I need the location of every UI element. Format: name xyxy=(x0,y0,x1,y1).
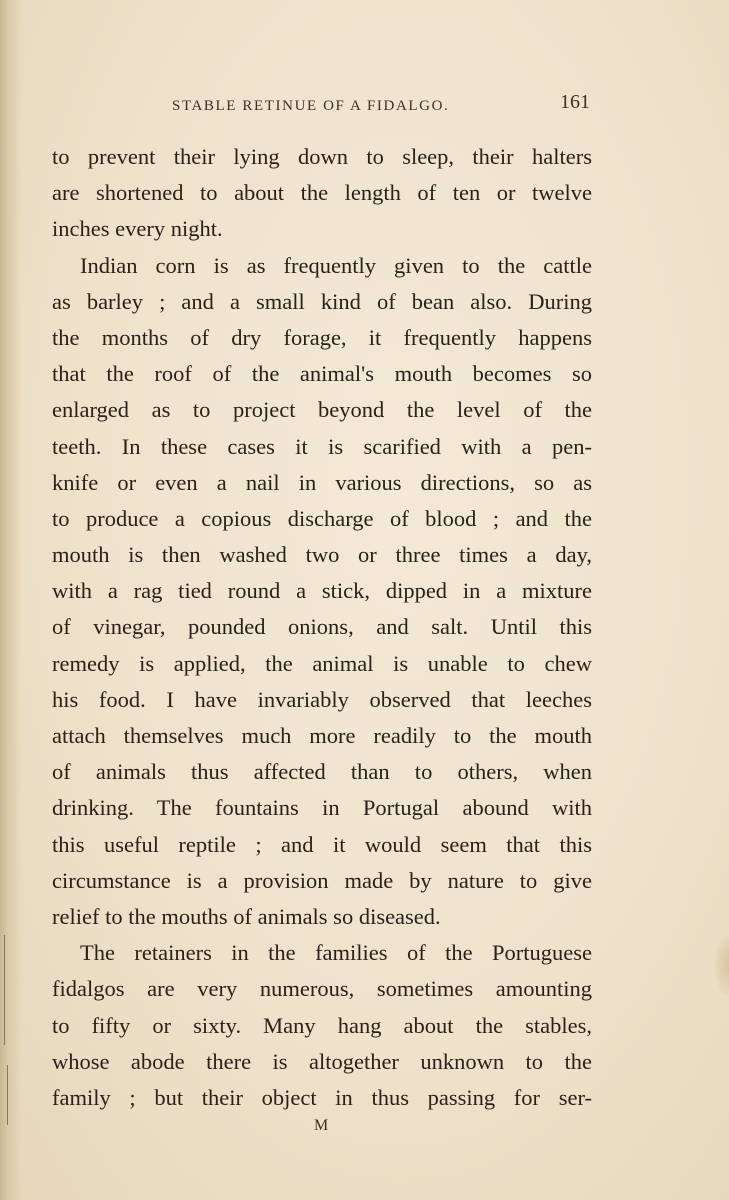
text-line: fidalgos are very numerous, sometimes amounting xyxy=(52,976,592,1002)
signature-mark: M xyxy=(314,1117,330,1134)
text-line: inches every night. xyxy=(52,216,223,242)
text-line: to prevent their lying down to sleep, their halters xyxy=(52,144,592,169)
text-line: the months of dry forage, it frequently happens xyxy=(52,324,592,350)
text-line: teeth. In these cases it is scarified with a pen- xyxy=(52,433,592,459)
text-line: to produce a copious discharge of blood ; and the xyxy=(52,505,592,531)
text-line: The retainers in the families of the Portuguese xyxy=(80,940,592,966)
text-line: with a rag tied round a stick, dipped in a mixture xyxy=(52,578,592,604)
text-line: relief to the mouths of animals so diseased. xyxy=(52,903,441,929)
text-line: are shortened to about the length of ten or twelve xyxy=(52,180,592,206)
text-line: whose abode there is altogether unknown to the xyxy=(52,1048,592,1074)
text-line: family ; but their object in thus passing for ser- xyxy=(52,1084,592,1110)
page-number: 161 xyxy=(560,91,590,113)
text-line: Indian corn is as frequently given to the cattle xyxy=(80,252,592,278)
text-line: as barley ; and a small kind of bean also. During xyxy=(52,288,592,314)
text-line: this useful reptile ; and it would seem that this xyxy=(52,831,592,857)
running-title: STABLE RETINUE OF A FIDALGO. xyxy=(172,98,450,114)
page-edge-line xyxy=(4,935,5,1045)
text-line: of animals thus affected than to others, when xyxy=(52,759,592,785)
page-edge-line xyxy=(7,1065,8,1125)
paper-stain xyxy=(715,935,729,995)
text-line: mouth is then washed two or three times a day, xyxy=(52,542,592,568)
text-line: that the roof of the animal's mouth becomes so xyxy=(52,361,592,387)
text-line: to fifty or sixty. Many hang about the stables, xyxy=(52,1012,592,1038)
text-line: knife or even a nail in various directions, so as xyxy=(52,469,592,495)
text-line: circumstance is a provision made by nature to give xyxy=(52,867,592,893)
text-line: attach themselves much more readily to the mouth xyxy=(52,723,592,748)
text-line: his food. I have invariably observed that leeches xyxy=(52,686,592,712)
body-text xyxy=(52,139,592,1116)
text-line: enlarged as to project beyond the level of the xyxy=(52,397,592,423)
text-line: of vinegar, pounded onions, and salt. Until this xyxy=(52,614,592,640)
text-line: drinking. The fountains in Portugal abound with xyxy=(52,795,592,821)
text-line: remedy is applied, the animal is unable to chew xyxy=(52,650,592,676)
